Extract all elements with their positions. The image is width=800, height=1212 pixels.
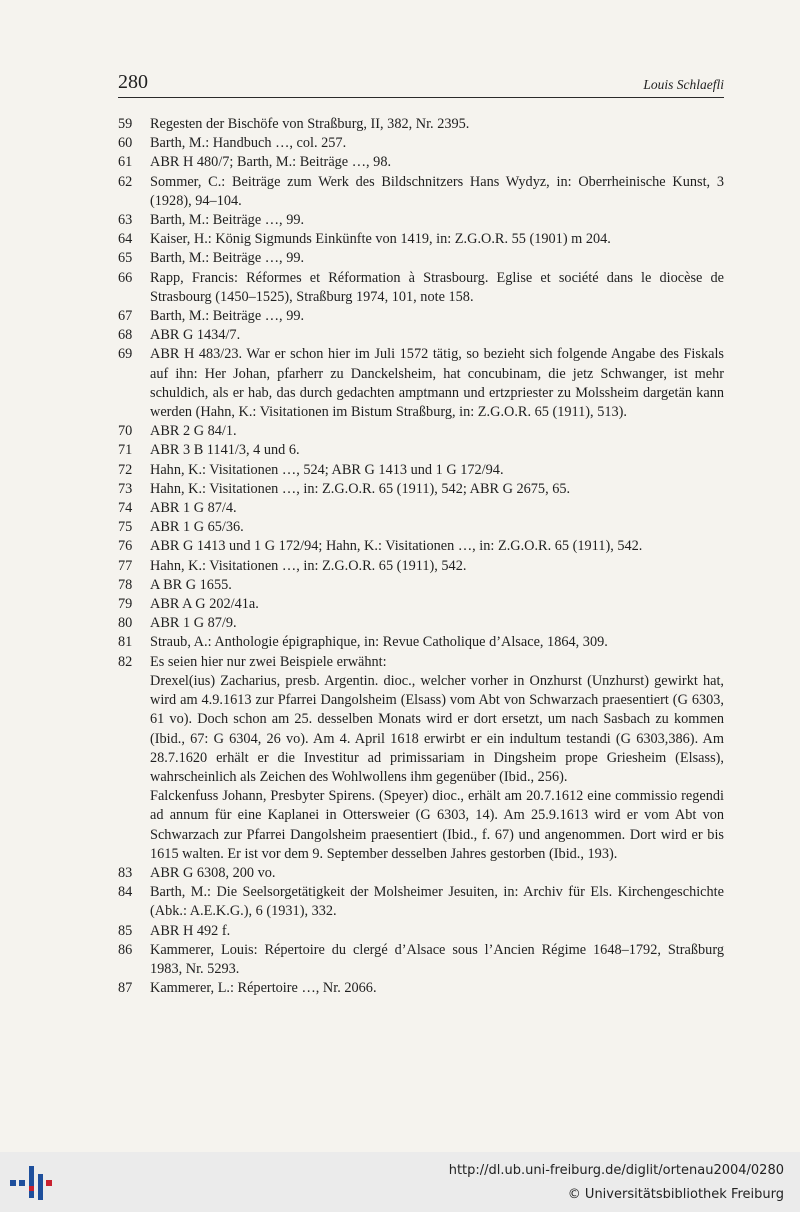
endnote-number: 69 — [118, 346, 133, 363]
endnote-item — [118, 633, 724, 652]
endnote-item — [118, 614, 724, 633]
endnote-item — [118, 979, 724, 998]
endnote-item — [118, 115, 724, 134]
endnote-item — [118, 518, 724, 537]
endnote-text: ABR 3 B 1141/3, 4 und 6. — [150, 442, 300, 459]
endnote-number: 59 — [118, 116, 133, 132]
endnote-number: 85 — [118, 922, 133, 939]
endnote-item — [118, 557, 724, 576]
endnote-item — [118, 941, 724, 979]
endnote-number: 77 — [118, 557, 133, 574]
footer-bar — [0, 1152, 800, 1212]
endnote-number: 64 — [118, 231, 133, 248]
endnote-number: 75 — [118, 519, 133, 536]
endnote-number: 72 — [118, 461, 133, 478]
endnote-item — [118, 864, 724, 883]
endnote-text: ABR H 492 f. — [150, 922, 231, 939]
endnote-number: 81 — [118, 634, 133, 651]
endnote-paragraph: Drexel(ius) Zacharius, presb. Argentin. dioc., welcher vorher in Onzhurst (Unzhurst) gewirkt hat, wird am 4.9.1613 zur Pfarrei Dangolsheim (Elsass) vom Abt von Schwarzach praesentiert (G 6303, 61 vo). Doch schon am 25. desselben Monats wird er dort ersetzt, um nach Sasbach zu kommen (Ibid., 67: G 6304, 26 vo). Am 4. April 1618 erwirbt er ein indultum testandi (G 6303,386). Am 28.7.1620 erhält er die Investitur ad primissariam in Dingsheim prope Griesheim (Elsass), wahrscheinlich als Zeichen des Wohlwollens ihm gegenüber (Ibid., 256). — [150, 672, 724, 785]
endnote-number: 66 — [118, 269, 133, 286]
endnote-item — [118, 595, 724, 614]
endnote-text: Barth, M.: Handbuch …, col. 257. — [150, 135, 347, 152]
endnote-number: 61 — [118, 154, 133, 171]
endnote-number: 83 — [118, 864, 133, 881]
library-logo-icon — [10, 1164, 50, 1200]
endnote-paragraph: Falckenfuss Johann, Presbyter Spirens. (Speyer) dioc., erhält am 20.7.1612 eine commissio regendi ad annum für eine Kaplanei in Ottersweier (G 6303, 14). Am 25.9.1613 wird er vom Abt von Schwarzach zur Pfarrei Dangolsheim praesentiert (Ibid., f. 67) und angenommen. Dort wird er bis 1615 walten. Er ist vor dem 9. September desselben Jahres gestorben (Ibid., 193). — [150, 788, 724, 862]
endnote-number: 86 — [118, 941, 133, 958]
endnote-item — [118, 173, 724, 211]
endnote-text: Barth, M.: Beiträge …, 99. — [150, 308, 305, 325]
endnote-number: 79 — [118, 596, 133, 613]
endnote-text: Kammerer, L.: Répertoire …, Nr. 2066. — [150, 980, 377, 997]
endnote-item — [118, 134, 724, 153]
page-number: 280 — [118, 71, 148, 93]
endnote-text: Hahn, K.: Visitationen …, in: Z.G.O.R. 65 (1911), 542; ABR G 2675, 65. — [150, 480, 571, 497]
endnote-text: Regesten der Bischöfe von Straßburg, II, 382, Nr. 2395. — [150, 116, 470, 132]
page-header — [118, 70, 724, 98]
endnote-text: ABR A G 202/41a. — [150, 596, 259, 613]
endnote-number: 67 — [118, 308, 133, 325]
endnote-number: 82 — [118, 653, 133, 670]
endnote-text: ABR G 6308, 200 vo. — [150, 864, 276, 881]
endnote-text: ABR 1 G 87/4. — [150, 500, 237, 517]
copyright-text: © Universitätsbibliothek Freiburg — [567, 1187, 784, 1202]
endnote-number: 70 — [118, 423, 133, 440]
endnote-text: Barth, M.: Beiträge …, 99. — [150, 212, 305, 229]
endnote-text: ABR H 483/23. War er schon hier im Juli 1572 tätig, so bezieht sich folgende Angabe des Fiskals auf ihn: Her Johan, pfarherr zu Danckelsheim, hat concubinam, die jetz Schwanger, ist mehr schuldich, als er hab, das durch gedachten amptmann und ertzpriester zu Molssheim dargetän kann werden (Hahn, K.: Visitationen im Bistum Straßburg, in: Z.G.O.R. 65 (1911), 513). — [150, 346, 724, 421]
endnote-text: Sommer, C.: Beiträge zum Werk des Bildschnitzers Hans Wydyz, in: Oberrheinische Kunst, 3 (1928), 94–104. — [150, 173, 724, 209]
endnote-text: ABR G 1413 und 1 G 172/94; Hahn, K.: Visitationen …, in: Z.G.O.R. 65 (1911), 542. — [150, 538, 643, 555]
endnote-item — [118, 153, 724, 172]
endnote-number: 84 — [118, 884, 133, 901]
endnote-item — [118, 211, 724, 230]
endnote-number: 63 — [118, 212, 133, 229]
endnote-text: ABR 1 G 87/9. — [150, 615, 237, 632]
endnotes-list — [118, 115, 724, 998]
endnote-item — [118, 230, 724, 249]
endnote-number: 60 — [118, 135, 133, 152]
endnote-item — [118, 441, 724, 460]
endnote-item — [118, 345, 724, 422]
endnote-text: Rapp, Francis: Réformes et Réformation à Strasbourg. Eglise et société dans le diocèse de Strasbourg (1450–1525), Straßburg 1974, 101, note 158. — [150, 269, 724, 305]
endnote-text: ABR G 1434/7. — [150, 327, 241, 344]
endnote-number: 76 — [118, 538, 133, 555]
endnote-number: 73 — [118, 480, 133, 497]
endnote-number: 80 — [118, 615, 133, 632]
endnote-text: A BR G 1655. — [150, 576, 232, 593]
endnote-item — [118, 653, 724, 864]
endnote-item — [118, 422, 724, 441]
endnote-item — [118, 537, 724, 556]
endnote-text: Hahn, K.: Visitationen …, in: Z.G.O.R. 65 (1911), 542. — [150, 557, 467, 574]
endnote-item — [118, 307, 724, 326]
endnote-item — [118, 249, 724, 268]
endnote-text: Es seien hier nur zwei Beispiele erwähnt: — [150, 653, 387, 670]
endnote-text: ABR H 480/7; Barth, M.: Beiträge …, 98. — [150, 154, 392, 171]
endnote-text: Straub, A.: Anthologie épigraphique, in: Revue Catholique d’Alsace, 1864, 309. — [150, 634, 608, 651]
endnote-number: 65 — [118, 250, 133, 267]
endnote-item — [118, 576, 724, 595]
endnote-item — [118, 883, 724, 921]
endnote-text: Hahn, K.: Visitationen …, 524; ABR G 1413 und 1 G 172/94. — [150, 461, 504, 478]
endnote-item — [118, 480, 724, 499]
endnote-text: Kaiser, H.: König Sigmunds Einkünfte von 1419, in: Z.G.O.R. 55 (1901) m 204. — [150, 231, 611, 248]
endnote-text: ABR 2 G 84/1. — [150, 423, 237, 440]
endnote-text: Barth, M.: Die Seelsorgetätigkeit der Molsheimer Jesuiten, in: Archiv für Els. Kirchengeschichte (Abk.: A.E.K.G.), 6 (1931), 332. — [150, 884, 724, 920]
endnote-item — [118, 461, 724, 480]
endnote-item — [118, 922, 724, 941]
endnote-item — [118, 326, 724, 345]
document-url-link[interactable]: http://dl.ub.uni-freiburg.de/diglit/ortenau2004/0280 — [448, 1163, 784, 1178]
endnote-number: 74 — [118, 500, 133, 517]
endnote-number: 68 — [118, 327, 133, 344]
endnote-number: 78 — [118, 576, 133, 593]
endnote-item — [118, 269, 724, 307]
endnote-number: 62 — [118, 173, 133, 190]
endnote-text: ABR 1 G 65/36. — [150, 519, 244, 536]
endnote-number: 87 — [118, 980, 133, 997]
endnote-number: 71 — [118, 442, 133, 459]
endnote-text: Barth, M.: Beiträge …, 99. — [150, 250, 305, 267]
endnote-item — [118, 499, 724, 518]
endnote-text: Kammerer, Louis: Répertoire du clergé d’Alsace sous l’Ancien Régime 1648–1792, Straßburg 1983, Nr. 5293. — [150, 941, 724, 977]
running-head: Louis Schlaefli — [643, 77, 724, 92]
